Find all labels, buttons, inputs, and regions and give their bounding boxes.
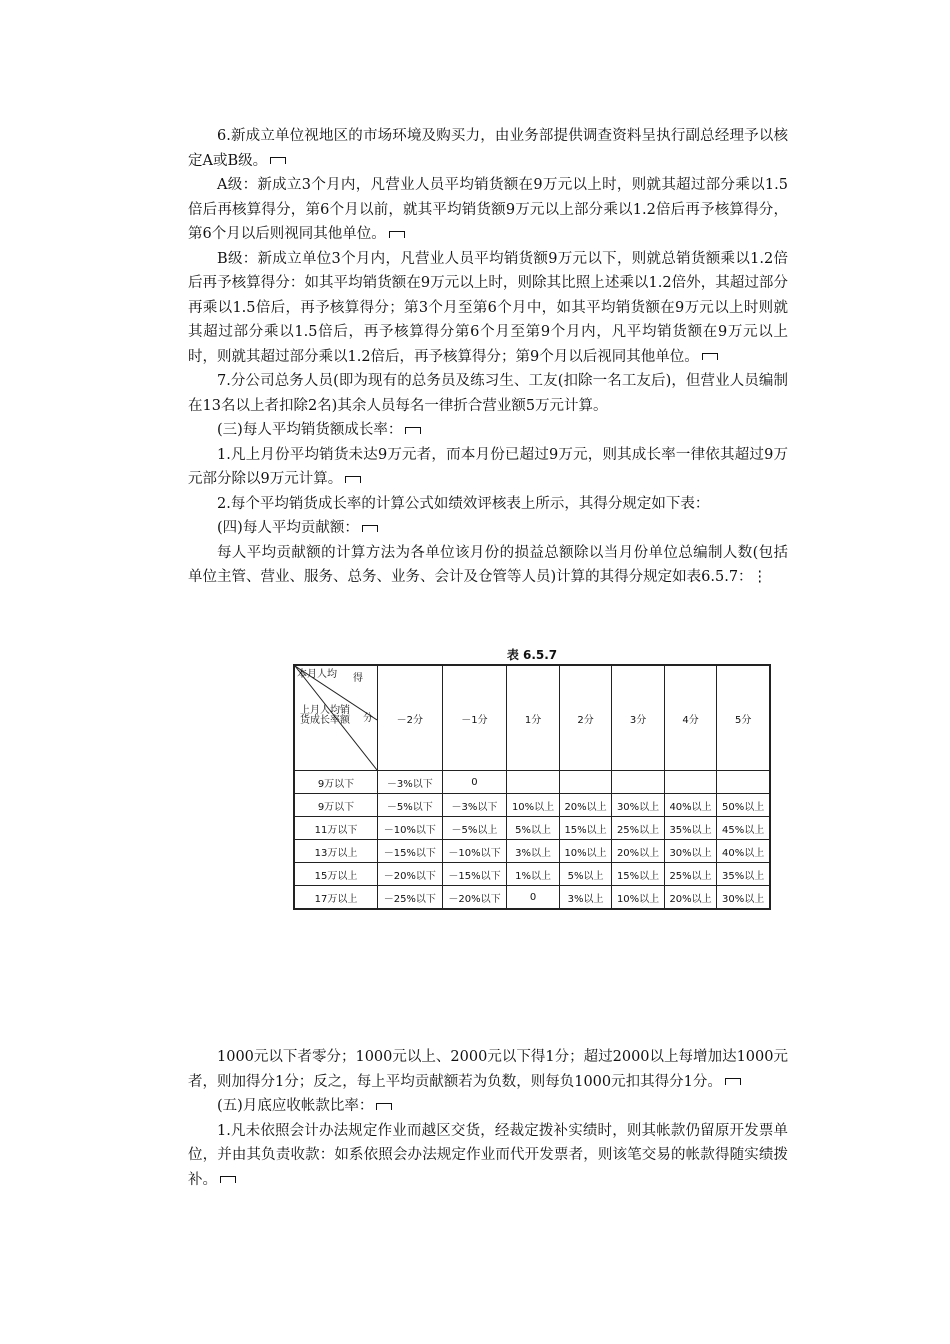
header-cell: 4分 (664, 665, 717, 771)
table-cell: 5%以上 (507, 817, 560, 840)
table-cell: 3%以上 (507, 840, 560, 863)
body-text-lower (188, 1045, 788, 1192)
row-label-cell: 9万以下 (294, 794, 378, 817)
table-cell (664, 771, 717, 794)
table-cell: 20%以上 (664, 886, 717, 910)
table-cell: 45%以上 (717, 817, 770, 840)
row-label-cell: 15万以上 (294, 863, 378, 886)
paragraph-mark-icon (389, 231, 405, 238)
paragraph (188, 418, 788, 443)
table-cell: 40%以上 (664, 794, 717, 817)
table-cell: 20%以上 (559, 794, 612, 817)
header-cell: 2分 (559, 665, 612, 771)
paragraph (188, 247, 788, 370)
table-cell: 30%以上 (612, 794, 665, 817)
paragraph-text: 6.新成立单位视地区的市场环境及购买力，由业务部提供调查资料呈执行副总经理予以核定A或B级。 (188, 128, 788, 169)
table-cell: 35%以上 (664, 817, 717, 840)
paragraph (188, 173, 788, 247)
table-row (294, 886, 770, 910)
table-cell: 20%以上 (612, 840, 665, 863)
table-cell: 25%以上 (612, 817, 665, 840)
paragraph-text: 1000元以下者零分；1000元以上、2000元以下得1分；超过2000以上每增加达1000元者，则加得分1分；反之，每上平均贡献额若为负数，则每负1000元扣其得分1分。 (188, 1049, 788, 1090)
table-cell: －3%以下 (442, 794, 507, 817)
paragraph-mark-icon (270, 157, 286, 164)
header-cell: 1分 (507, 665, 560, 771)
table-cell: －10%以下 (442, 840, 507, 863)
table-cell: －5%以上 (442, 817, 507, 840)
table-cell: －5%以下 (378, 794, 443, 817)
table-cell: 50%以上 (717, 794, 770, 817)
paragraph-text: 1.凡未依照会计办法规定作业而越区交货，经裁定拨补实绩时，则其帐款仍留原开发票单位，并由其负责收款：如系依照会办法规定作业而代开发票者，则该笔交易的帐款得随实绩拨补。 (188, 1122, 788, 1188)
table-cell: －25%以下 (378, 886, 443, 910)
paragraph (188, 124, 788, 173)
paragraph-text: B级：新成立单位3个月内，凡营业人员平均销货额9万元以下，则就总销货额乘以1.2倍后再予核算得分：如其平均销货额在9万元以上时，则除其比照上述乘以1.2倍外，其超过部分再乘以1.5倍后，再予核算得分；第3个月至第6个月中，如其平均销货额在9万元以上时则就其超过部分乘以1.5倍后，再予核算得分第6个月至第9个月内，凡平均销货额在9万元以上时，则就其超过部分乘以1.2倍后，再予核算得分；第9个月以后视同其他单位。 (188, 250, 788, 365)
paragraph-text: 2.每个平均销货成长率的计算公式如绩效评核表上所示，其得分规定如下表： (217, 495, 710, 512)
paragraph-text: (四)每人平均贡献额： (217, 520, 359, 536)
paragraph-text: A级：新成立3个月内，凡营业人员平均销货额在9万元以上时，则就其超过部分乘以1.5倍后再核算得分，第6个月以前，就其平均销货额9万元以上部分乘以1.2倍后再予核算得分，第6个月以后则视同其他单位。 (188, 177, 788, 242)
paragraph (188, 1119, 788, 1193)
paragraph (188, 541, 788, 590)
table-cell: 10%以上 (612, 886, 665, 910)
table-cell (507, 771, 560, 794)
table-cell: 1%以上 (507, 863, 560, 886)
table-cell (559, 771, 612, 794)
table-cell: 0 (442, 771, 507, 794)
table-cell: 5%以上 (559, 863, 612, 886)
row-label-cell: 13万以上 (294, 840, 378, 863)
diagonal-header-cell (294, 665, 378, 771)
paragraph-text: 1.凡上月份平均销货未达9万元者，而本月份已超过9万元，则其成长率一律依其超过9万元部分除以9万元计算。 (188, 446, 788, 487)
table-cell: 15%以上 (612, 863, 665, 886)
table-cell: 30%以上 (717, 886, 770, 910)
corner-label-score: 得 (353, 673, 363, 684)
paragraph-text: (五)月底应收帐款比率： (217, 1098, 374, 1114)
row-label-cell: 9万以下 (294, 771, 378, 794)
table-cell: －3%以下 (378, 771, 443, 794)
paragraph-mark-icon (725, 1078, 741, 1085)
table-cell: 15%以上 (559, 817, 612, 840)
table-cell: 10%以上 (507, 794, 560, 817)
paragraph-mark-icon (362, 525, 378, 532)
paragraph (188, 1094, 788, 1119)
paragraph-text: 7.分公司总务人员(即为现有的总务员及练习生、工友(扣除一名工友后)，但营业人员编制在13名以上者扣除2名)其余人员每名一律折合营业额5万元计算。 (188, 373, 788, 414)
table-cell: 40%以上 (717, 840, 770, 863)
table-cell: 25%以上 (664, 863, 717, 886)
paragraph (188, 492, 788, 517)
table-row (294, 840, 770, 863)
row-label-cell: 11万以下 (294, 817, 378, 840)
paragraph-text: 每人平均贡献额的计算方法为各单位该月份的损益总额除以当月份单位总编制人数(包括单位主管、营业、服务、总务、业务、会计及仓管等人员)计算的其得分规定如表6.5.7：⋮ (188, 544, 788, 585)
paragraph (188, 516, 788, 541)
header-cell: －1分 (442, 665, 507, 771)
paragraph (188, 1045, 788, 1094)
table-cell: 35%以上 (717, 863, 770, 886)
paragraph-mark-icon (345, 476, 361, 483)
table-cell: －20%以下 (378, 863, 443, 886)
row-label-cell: 17万以上 (294, 886, 378, 910)
header-cell: －2分 (378, 665, 443, 771)
table-cell: －15%以下 (442, 863, 507, 886)
table-cell: 30%以上 (664, 840, 717, 863)
table-header-row (294, 665, 770, 771)
table-title: 表 6.5.7 (506, 648, 558, 662)
table-row (294, 817, 770, 840)
header-cell: 3分 (612, 665, 665, 771)
corner-label-this-month: 本月人均 (297, 669, 337, 680)
table-row (294, 771, 770, 794)
corner-label-last-month: 上月人均销货成长率额 (300, 705, 350, 726)
table-cell (612, 771, 665, 794)
table-row (294, 863, 770, 886)
table-cell (717, 771, 770, 794)
body-text-upper (188, 124, 788, 590)
table-cell: 3%以上 (559, 886, 612, 910)
table-cell: 0 (507, 886, 560, 910)
paragraph-mark-icon (405, 427, 421, 434)
paragraph-text: (三)每人平均销货额成长率： (217, 422, 403, 438)
paragraph (188, 443, 788, 492)
table-cell: 10%以上 (559, 840, 612, 863)
header-cell: 5分 (717, 665, 770, 771)
paragraph-mark-icon (702, 353, 718, 360)
table-cell: －15%以下 (378, 840, 443, 863)
paragraph (188, 369, 788, 418)
table-row (294, 794, 770, 817)
table-cell: －20%以下 (442, 886, 507, 910)
paragraph-mark-icon (220, 1176, 236, 1183)
score-table (293, 664, 771, 910)
paragraph-mark-icon (376, 1103, 392, 1110)
table-cell: －10%以下 (378, 817, 443, 840)
corner-label-score-unit: 分 (363, 713, 373, 724)
